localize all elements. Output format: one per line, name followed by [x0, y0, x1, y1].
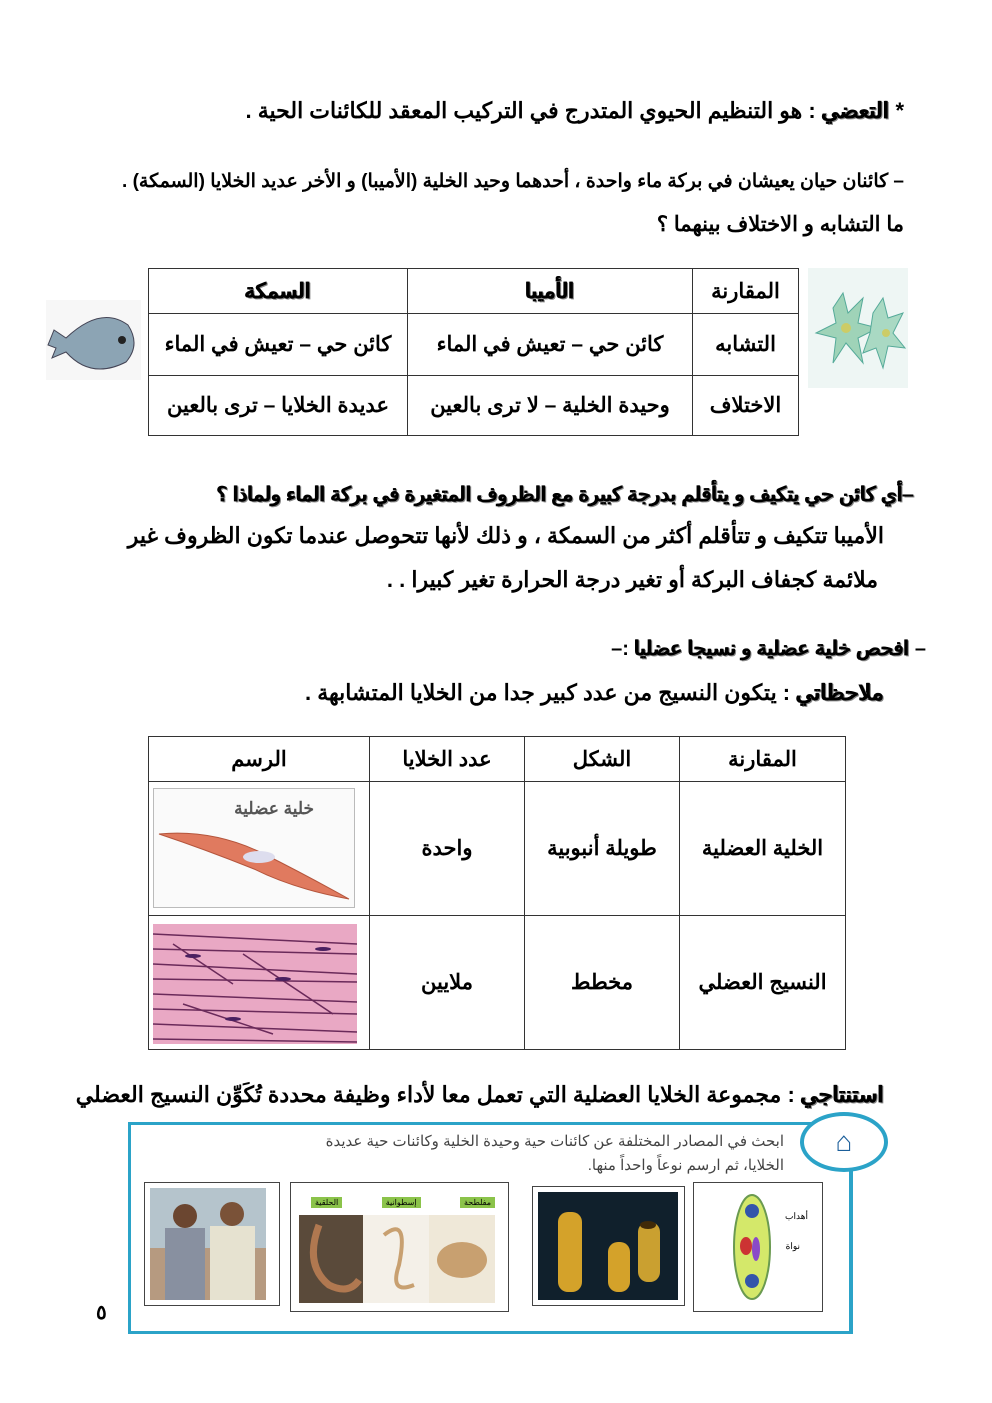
- cilia-label: أهداب: [785, 1211, 808, 1221]
- question: –أي كائن حي يتكيف و يتأقلم بدرجة كبيرة مع الظروف المتغيرة في بركة الماء ولماذا ؟: [217, 484, 914, 506]
- comparison-table-muscle: [148, 736, 846, 1050]
- header-cell: عدد الخلايا: [370, 737, 525, 782]
- paramecium-image: [693, 1182, 823, 1312]
- cell: طويلة أنبوبية: [525, 782, 680, 916]
- worms-image: [290, 1182, 509, 1312]
- cell: وحيدة الخلية – لا ترى بالعين: [408, 376, 693, 436]
- bullet: *: [895, 98, 904, 123]
- conclusion-label: استنتاجي: [800, 1082, 884, 1107]
- worm-label: مفلطحة: [460, 1197, 495, 1208]
- muscle-cell-image: [153, 788, 355, 908]
- intro-question: ما التشابه و الاختلاف بينهما ؟: [656, 213, 904, 236]
- answer-line: ملائمة كجفاف البركة أو تغير درجة الحرارة تغير كبيرا . .: [386, 567, 878, 592]
- header-cell: المقارنة: [693, 269, 799, 314]
- dash: –: [914, 638, 926, 660]
- term: التعضي: [821, 98, 890, 123]
- header-cell: الرسم: [149, 737, 370, 782]
- cell: الخلية العضلية: [680, 782, 846, 916]
- cell: عديدة الخلايا – ترى بالعين: [149, 376, 408, 436]
- muscle-tissue-image: [153, 924, 357, 1044]
- conclusion-text: : مجموعة الخلايا العضلية التي تعمل معا لأداء وظيفة محددة تُكَوِّن النسيج العضلي: [75, 1082, 795, 1107]
- table-row: [149, 376, 799, 436]
- cell: واحدة: [370, 782, 525, 916]
- table-row: [149, 782, 846, 916]
- table-row: [149, 314, 799, 376]
- worm-label: إسطوانية: [382, 1197, 421, 1208]
- page-number: ٥: [96, 1302, 107, 1324]
- comparison-table-amoeba-fish: [148, 268, 799, 436]
- observation-label: ملاحظاتي: [796, 680, 884, 705]
- amoeba-image: [808, 268, 908, 388]
- cell: الاختلاف: [693, 376, 799, 436]
- observation-text: : يتكون النسيج من عدد كبير جدا من الخلايا المتشابهة .: [305, 680, 791, 705]
- observation: [305, 680, 884, 706]
- nucleus-label: نواة: [785, 1241, 800, 1251]
- examine-text: افحص خلية عضلية و نسيجا عضليا: [634, 638, 910, 660]
- suffix: :–: [611, 638, 629, 660]
- table-row: [149, 916, 846, 1050]
- intro-line: – كائنان حيان يعيشان في بركة ماء واحدة ، أحدهما وحيد الخلية (الأميبا) و الأخر عديد الخلايا (السمكة) .: [122, 171, 904, 192]
- definition: [246, 98, 904, 124]
- cell: ملايين: [370, 916, 525, 1050]
- activity-text: ابحث في المصادر المختلفة عن كائنات حية وحيدة الخلية وكائنات حية عديدة: [325, 1133, 784, 1150]
- activity-text: الخلايا، ثم ارسم نوعاً واحداً منها.: [587, 1157, 784, 1174]
- definition-text: : هو التنظيم الحيوي المتدرج في التركيب المعقد للكائنات الحية .: [245, 98, 816, 123]
- cell: كائن حي – تعيش في الماء: [408, 314, 693, 376]
- drawing-cell: [149, 916, 370, 1050]
- cell: مخطط: [525, 916, 680, 1050]
- cell: النسيج العضلي: [680, 916, 846, 1050]
- fish-image: [46, 300, 141, 380]
- header-cell: المقارنة: [680, 737, 846, 782]
- examine-instruction: [611, 636, 926, 661]
- home-activity-icon: ⌂: [800, 1112, 888, 1172]
- drawing-cell: [149, 782, 370, 916]
- worm-label: الحلقية: [311, 1197, 342, 1208]
- cell: التشابه: [693, 314, 799, 376]
- conclusion: [76, 1082, 884, 1108]
- header-cell: الشكل: [525, 737, 680, 782]
- caption: خلية عضلية: [234, 799, 314, 818]
- answer-line: الأميبا تتكيف و تتأقلم أكثر من السمكة ، و ذلك لأنها تتحوصل عندما تكون الظروف غير: [127, 523, 884, 548]
- header-cell: السمكة: [149, 269, 408, 314]
- cell: كائن حي – تعيش في الماء: [149, 314, 408, 376]
- sponge-image: [532, 1186, 685, 1306]
- people-photo: [144, 1182, 280, 1306]
- header-cell: الأميبا: [408, 269, 693, 314]
